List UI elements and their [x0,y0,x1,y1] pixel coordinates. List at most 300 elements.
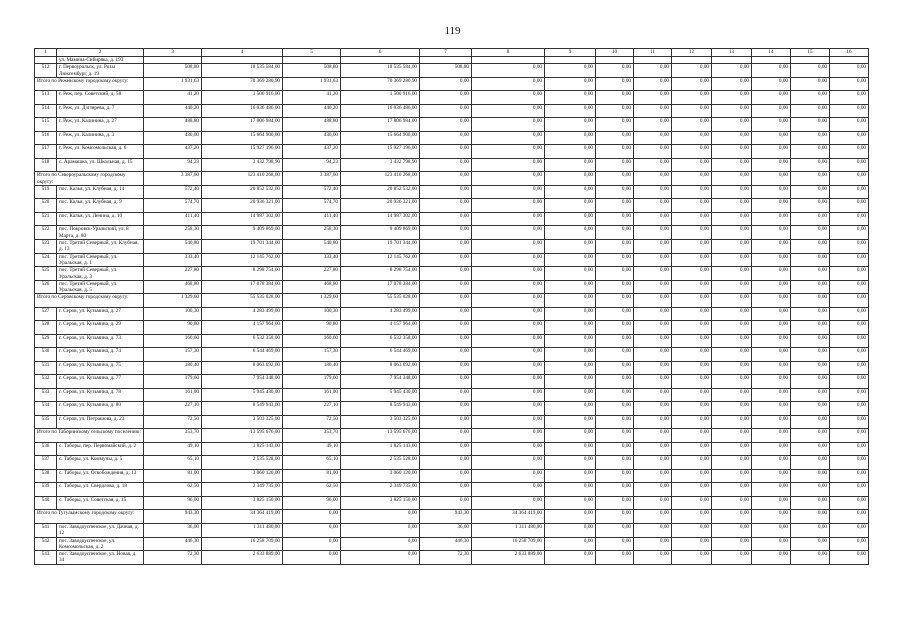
value-cell-col16: 0,00 [830,429,869,443]
value-cell-col4: 3 060 120,00 [202,469,283,483]
value-cell-col14: 0,00 [752,158,791,172]
value-cell-col14: 0,00 [752,496,791,510]
value-cell-col16: 0,00 [830,158,869,172]
value-cell-col9: 0,00 [545,104,596,118]
value-cell-col7: 943,30 [420,510,472,524]
value-cell-col5: 81,00 [283,469,341,483]
value-cell-col9: 0,00 [545,496,596,510]
value-cell-col13: 0,00 [712,321,752,335]
value-cell-col11: 0,00 [634,158,672,172]
value-cell-col8: 0,00 [472,158,545,172]
value-cell-col6: 4 157 964,00 [341,321,420,335]
value-cell-col9: 0,00 [545,469,596,483]
value-cell-col14: 0,00 [752,456,791,470]
value-cell-col10: 0,00 [596,199,634,213]
value-cell-col13: 0,00 [712,185,752,199]
value-cell-col8: 0,00 [472,64,545,78]
value-cell-col5: 437,20 [283,145,341,159]
table-row [35,118,869,132]
value-cell-col8: 0,00 [472,212,545,226]
address-cell: пос. Заводоуспенское, ул. Новая, д. 34 [57,551,144,565]
value-cell-col5: 0,00 [283,523,341,537]
value-cell-col15: 0,00 [791,334,830,348]
value-cell-col6: 3 825 150,00 [341,496,420,510]
value-cell-col14: 0,00 [752,483,791,497]
row-number-cell: 524 [35,253,57,267]
value-cell-col7: 0,00 [420,348,472,362]
value-cell-col10: 0,00 [596,280,634,294]
value-cell-col5: 161,00 [283,388,341,402]
value-cell-col16: 0,00 [830,402,869,416]
column-header: 13 [712,49,752,57]
value-cell-col8: 0,00 [472,456,545,470]
value-cell-col11: 0,00 [634,415,672,429]
value-cell-col10: 0,00 [596,483,634,497]
value-cell-col8: 0,00 [472,469,545,483]
row-number-cell: 514 [35,104,57,118]
row-number-cell: 515 [35,118,57,132]
table-row [35,537,869,551]
value-cell-col8: 0,00 [472,185,545,199]
value-cell-col4: 13 595 676,00 [202,429,283,443]
value-cell-col13: 0,00 [712,483,752,497]
value-cell-col6: 15 664 900,00 [341,131,420,145]
table-row [35,483,869,497]
value-cell-col6: 1 825 143,00 [341,442,420,456]
value-cell-col10: 0,00 [596,131,634,145]
value-cell-col16: 0,00 [830,199,869,213]
value-cell-col7: 0,00 [420,415,472,429]
value-cell-col4: 17 806 984,00 [202,118,283,132]
value-cell-col5: 440,20 [283,104,341,118]
value-cell-col14: 0,00 [752,375,791,389]
value-cell-col14: 0,00 [752,388,791,402]
value-cell-col4: 55 535 028,00 [202,294,283,308]
value-cell-col11: 0,00 [634,91,672,105]
value-cell-col4: 3 503 325,00 [202,415,283,429]
value-cell-col13: 0,00 [712,307,752,321]
value-cell-col10: 0,00 [596,91,634,105]
address-cell: с. Таборы, пер. Первомайский, д. 2 [57,442,144,456]
value-cell-col12: 0,00 [672,199,712,213]
value-cell-col3: 411,40 [144,212,202,226]
value-cell-col7: 0,00 [420,104,472,118]
value-cell-col8: 0,00 [472,307,545,321]
value-cell-col16: 0,00 [830,551,869,565]
value-cell-col5: 333,40 [283,253,341,267]
subtotal-row [35,172,869,186]
value-cell-col11: 0,00 [634,267,672,281]
value-cell-col5: 258,30 [283,226,341,240]
value-cell-col13: 0,00 [712,415,752,429]
value-cell-col8: 0,00 [472,483,545,497]
value-cell-col5: 1 931,63 [283,77,341,91]
table-row [35,199,869,213]
value-cell-col13: 0,00 [712,131,752,145]
value-cell-col10: 0,00 [596,172,634,186]
value-cell-col12: 0,00 [672,456,712,470]
value-cell-col15: 0,00 [791,253,830,267]
value-cell-col7: 446,30 [420,537,472,551]
value-cell-col3: 574,70 [144,199,202,213]
value-cell-col9: 0,00 [545,402,596,416]
value-cell-col4: 20 852 532,00 [202,185,283,199]
value-cell-col14: 0,00 [752,537,791,551]
value-cell-col3: 468,80 [144,280,202,294]
value-cell-col14: 0,00 [752,294,791,308]
value-cell-col8: 0,00 [472,172,545,186]
value-cell-col6: 0,00 [341,510,420,524]
value-cell-col10: 0,00 [596,510,634,524]
value-cell-col9: 0,00 [545,212,596,226]
value-cell-col10: 0,00 [596,321,634,335]
column-header: 1 [35,49,57,57]
value-cell-col14: 0,00 [752,334,791,348]
value-cell-col3: 81,00 [144,469,202,483]
value-cell-col11: 0,00 [634,361,672,375]
value-cell-col8: 16 258 709,00 [472,537,545,551]
value-cell-col11: 0,00 [634,429,672,443]
value-cell-col13: 0,00 [712,375,752,389]
value-cell-col3: 488,80 [144,118,202,132]
row-number-cell: 521 [35,212,57,226]
address-cell: пос. Третий Северный, ул. Клубная, д. 13 [57,240,144,254]
value-cell-col15: 0,00 [791,388,830,402]
value-cell-col5: 90,80 [283,321,341,335]
value-cell-col6: 8 298 754,00 [341,267,420,281]
value-cell-col4: 1 825 143,00 [202,442,283,456]
row-number-cell: 516 [35,131,57,145]
address-cell: ул. Мамина-Сибиряка, д. 193 [57,57,144,64]
value-cell-col3: 100,30 [144,307,202,321]
column-header: 4 [202,49,283,57]
value-cell-col4: 1 500 916,00 [202,91,283,105]
value-cell-col12: 0,00 [672,280,712,294]
value-cell-col5: 1 329,60 [283,294,341,308]
subtotal-row [35,294,869,308]
value-cell-col14: 0,00 [752,212,791,226]
value-cell-col16: 0,00 [830,77,869,91]
value-cell-col15: 0,00 [791,429,830,443]
value-cell-col13: 0,00 [712,334,752,348]
value-cell-col12: 0,00 [672,267,712,281]
table-row [35,131,869,145]
value-cell-col10: 0,00 [596,415,634,429]
value-cell-col12: 0,00 [672,537,712,551]
value-cell-col10: 0,00 [596,77,634,91]
value-cell-col7: 0,00 [420,131,472,145]
value-cell-col6: 3 060 120,00 [341,469,420,483]
value-cell-col6: 0,00 [341,551,420,565]
value-cell-col7: 36,00 [420,523,472,537]
value-cell-col16: 0,00 [830,348,869,362]
value-cell-col8: 0,00 [472,388,545,402]
row-number-cell: 536 [35,442,57,456]
value-cell-col6: 15 927 196,00 [341,145,420,159]
value-cell-col13: 0,00 [712,172,752,186]
value-cell-col16: 0,00 [830,361,869,375]
value-cell-col9: 0,00 [545,253,596,267]
value-cell-col9: 0,00 [545,429,596,443]
value-cell-col15: 0,00 [791,77,830,91]
value-cell-col14: 0,00 [752,415,791,429]
value-cell-col6: 17 806 984,00 [341,118,420,132]
row-number-cell: 525 [35,267,57,281]
value-cell-col5: 488,80 [283,118,341,132]
value-cell-col13: 0,00 [712,77,752,91]
value-cell-col8: 0,00 [472,145,545,159]
value-cell-col3: 72,30 [144,551,202,565]
value-cell-col11: 0,00 [634,537,672,551]
value-cell-col12: 0,00 [672,91,712,105]
table-row [35,91,869,105]
row-number-cell: 528 [35,321,57,335]
value-cell-col11: 0,00 [634,442,672,456]
value-cell-col3: 446,30 [144,537,202,551]
value-cell-col9: 0,00 [545,361,596,375]
value-cell-col7: 0,00 [420,402,472,416]
address-cell: г. Реж, ул. Дзгтярева, д. 7 [57,104,144,118]
value-cell-col3: 333,40 [144,253,202,267]
value-cell-col6: 3 503 325,00 [341,415,420,429]
address-cell: г. Серов, ул. Петрашова, д. 23 [57,415,144,429]
value-cell-col15: 0,00 [791,158,830,172]
value-cell-col16: 0,00 [830,442,869,456]
value-cell-col11: 0,00 [634,240,672,254]
value-cell-col14: 0,00 [752,199,791,213]
table-row [35,307,869,321]
value-cell-col5: 508,80 [283,64,341,78]
table-row [35,185,869,199]
value-cell-col4: 6 532 358,00 [202,334,283,348]
value-cell-col4: 123 410 268,00 [202,172,283,186]
column-header: 10 [596,49,634,57]
value-cell-col9: 0,00 [545,307,596,321]
value-cell-col4: 3 432 798,90 [202,158,283,172]
table-row [35,212,869,226]
value-cell-col11: 0,00 [634,551,672,565]
value-cell-col9: 0,00 [545,185,596,199]
column-header: 14 [752,49,791,57]
value-cell-col8: 0,00 [472,402,545,416]
value-cell-col8: 0,00 [472,375,545,389]
address-cell: г. Первоуральск, ул. Розы Люксембург, д. 19 [57,64,144,78]
table-row [35,415,869,429]
value-cell-col14: 0,00 [752,348,791,362]
row-number-cell: 533 [35,388,57,402]
value-cell-col3: 437,20 [144,145,202,159]
value-cell-col14: 0,00 [752,240,791,254]
value-cell-col15: 0,00 [791,375,830,389]
value-cell-col9: 0,00 [545,456,596,470]
value-cell-col10: 0,00 [596,64,634,78]
value-cell-col13: 0,00 [712,267,752,281]
value-cell-col3: 179,60 [144,375,202,389]
value-cell-col7: 0,00 [420,388,472,402]
row-number-cell: 538 [35,469,57,483]
column-header: 9 [545,49,596,57]
value-cell-col8: 0,00 [472,442,545,456]
value-cell-col5: 540,80 [283,240,341,254]
value-cell-col5: 0,00 [283,537,341,551]
row-number-cell: 522 [35,226,57,240]
value-cell-col14: 0,00 [752,226,791,240]
value-cell-col6: 6 532 358,00 [341,334,420,348]
value-cell-col15: 0,00 [791,483,830,497]
value-cell-col10: 0,00 [596,496,634,510]
value-cell-col11: 0,00 [634,402,672,416]
value-cell-col7: 508,80 [420,64,472,78]
address-cell: пос. Калья, ул. Клубная, д. 14 [57,185,144,199]
value-cell-col15: 0,00 [791,280,830,294]
value-cell-col11: 0,00 [634,334,672,348]
value-cell-col14: 0,00 [752,118,791,132]
value-cell-col15: 0,00 [791,199,830,213]
value-cell-col11: 0,00 [634,172,672,186]
column-header: 2 [57,49,144,57]
value-cell-col15: 0,00 [791,267,830,281]
value-cell-col16: 0,00 [830,537,869,551]
table-row [35,158,869,172]
table-row [35,267,869,281]
value-cell-col3: 72,50 [144,415,202,429]
value-cell-col14: 0,00 [752,253,791,267]
value-cell-col14: 0,00 [752,307,791,321]
value-cell-col6: 7 954 348,00 [341,375,420,389]
value-cell-col8: 0,00 [472,294,545,308]
value-cell-col7: 0,00 [420,469,472,483]
address-cell: пос. Калья, ул. Клубная, д. 9 [57,199,144,213]
value-cell-col6: 14 987 302,00 [341,212,420,226]
value-cell-col13: 0,00 [712,551,752,565]
value-cell-col7: 0,00 [420,199,472,213]
value-cell-col3: 161,00 [144,388,202,402]
value-cell-col12: 0,00 [672,226,712,240]
value-cell-col3: 508,80 [144,64,202,78]
value-cell-col15: 0,00 [791,172,830,186]
row-number-cell: 541 [35,523,57,537]
table-row [35,240,869,254]
value-cell-col4: 16 036 486,00 [202,104,283,118]
value-cell-col6: 8 549 943,00 [341,402,420,416]
value-cell-col11: 0,00 [634,307,672,321]
value-cell-col10: 0,00 [596,429,634,443]
value-cell-col7: 72,30 [420,551,472,565]
value-cell-col6: 19 701 344,00 [341,240,420,254]
value-cell-col14: 0,00 [752,551,791,565]
value-cell-col13: 0,00 [712,199,752,213]
table-row [35,104,869,118]
value-cell-col4: 1 311 480,00 [202,523,283,537]
table-row [35,253,869,267]
address-cell: пос. Третий Северный, ул. Уральская, д. 1 [57,253,144,267]
value-cell-col4: 34 364 419,00 [202,510,283,524]
value-cell-col8: 0,00 [472,226,545,240]
value-cell-col11: 0,00 [634,199,672,213]
value-cell-col10: 0,00 [596,185,634,199]
subtotal-label-cell: Итого по Серовскому городскому округу: [35,294,144,308]
value-cell-col3: 96,00 [144,496,202,510]
value-cell-col4: 15 927 196,00 [202,145,283,159]
value-cell-col5: 468,80 [283,280,341,294]
continued-row [35,57,869,64]
value-cell-col11: 0,00 [634,483,672,497]
value-cell-col11: 0,00 [634,226,672,240]
value-cell-col8: 0,00 [472,361,545,375]
value-cell-col12: 0,00 [672,496,712,510]
address-cell: с. Таборы, ул. Советская, д. 15 [57,496,144,510]
address-cell: г. Реж, ул. Калинина, д. 3 [57,131,144,145]
value-cell-col3: 540,80 [144,240,202,254]
value-cell-col16: 0,00 [830,334,869,348]
value-cell-col11: 0,00 [634,294,672,308]
value-cell-col10: 0,00 [596,212,634,226]
value-cell-col5: 574,70 [283,199,341,213]
value-cell-col13: 0,00 [712,104,752,118]
value-cell-col15: 0,00 [791,348,830,362]
value-cell-col5: 100,30 [283,307,341,321]
value-cell-col15: 0,00 [791,537,830,551]
value-cell-col7: 0,00 [420,77,472,91]
value-cell-col3: 258,30 [144,226,202,240]
value-cell-col16: 0,00 [830,240,869,254]
value-cell-col12: 0,00 [672,64,712,78]
value-cell-col10: 0,00 [596,118,634,132]
value-cell-col15: 0,00 [791,469,830,483]
value-cell-col4: 70 369 280,90 [202,77,283,91]
value-cell-col8: 0,00 [472,415,545,429]
value-cell-col5: 179,60 [283,375,341,389]
value-cell-col15: 0,00 [791,104,830,118]
value-cell-col16: 0,00 [830,280,869,294]
address-cell: г. Серов, ул. Кузьмина, д. 73 [57,334,144,348]
value-cell-col11: 0,00 [634,348,672,362]
value-cell-col8: 0,00 [472,496,545,510]
value-cell-col10: 0,00 [596,348,634,362]
value-cell-col4: 3 825 150,00 [202,496,283,510]
value-cell-col16: 0,00 [830,321,869,335]
value-cell-col6: 20 852 532,00 [341,185,420,199]
value-cell-col3: 227,10 [144,402,202,416]
value-cell-col7: 0,00 [420,334,472,348]
value-cell-col15: 0,00 [791,118,830,132]
subtotal-label-cell: Итого по Североуральскому городскому округу: [35,172,144,186]
address-cell: пос. Третий Северный, ул. Уральская, д. 3 [57,267,144,281]
column-header: 6 [341,49,420,57]
value-cell-col9: 0,00 [545,294,596,308]
value-cell-col3: 160,60 [144,334,202,348]
value-cell-col4: 4 283 499,00 [202,307,283,321]
value-cell-col10: 0,00 [596,375,634,389]
value-cell-col6: 17 078 384,00 [341,280,420,294]
value-cell-col12: 0,00 [672,294,712,308]
value-cell-col5: 353,70 [283,429,341,443]
value-cell-col3: 430,00 [144,131,202,145]
value-cell-col16: 0,00 [830,307,869,321]
value-cell-col9: 0,00 [545,551,596,565]
value-cell-col11: 0,00 [634,77,672,91]
column-header: 15 [791,49,830,57]
value-cell-col14: 0,00 [752,77,791,91]
value-cell-col14: 0,00 [752,280,791,294]
value-cell-col13: 0,00 [712,145,752,159]
value-cell-col9: 0,00 [545,131,596,145]
value-cell-col4: 18 535 584,00 [202,64,283,78]
value-cell-col4: 5 945 430,00 [202,388,283,402]
row-number-cell [35,57,57,64]
value-cell-col14: 0,00 [752,267,791,281]
value-cell-col3: 90,80 [144,321,202,335]
